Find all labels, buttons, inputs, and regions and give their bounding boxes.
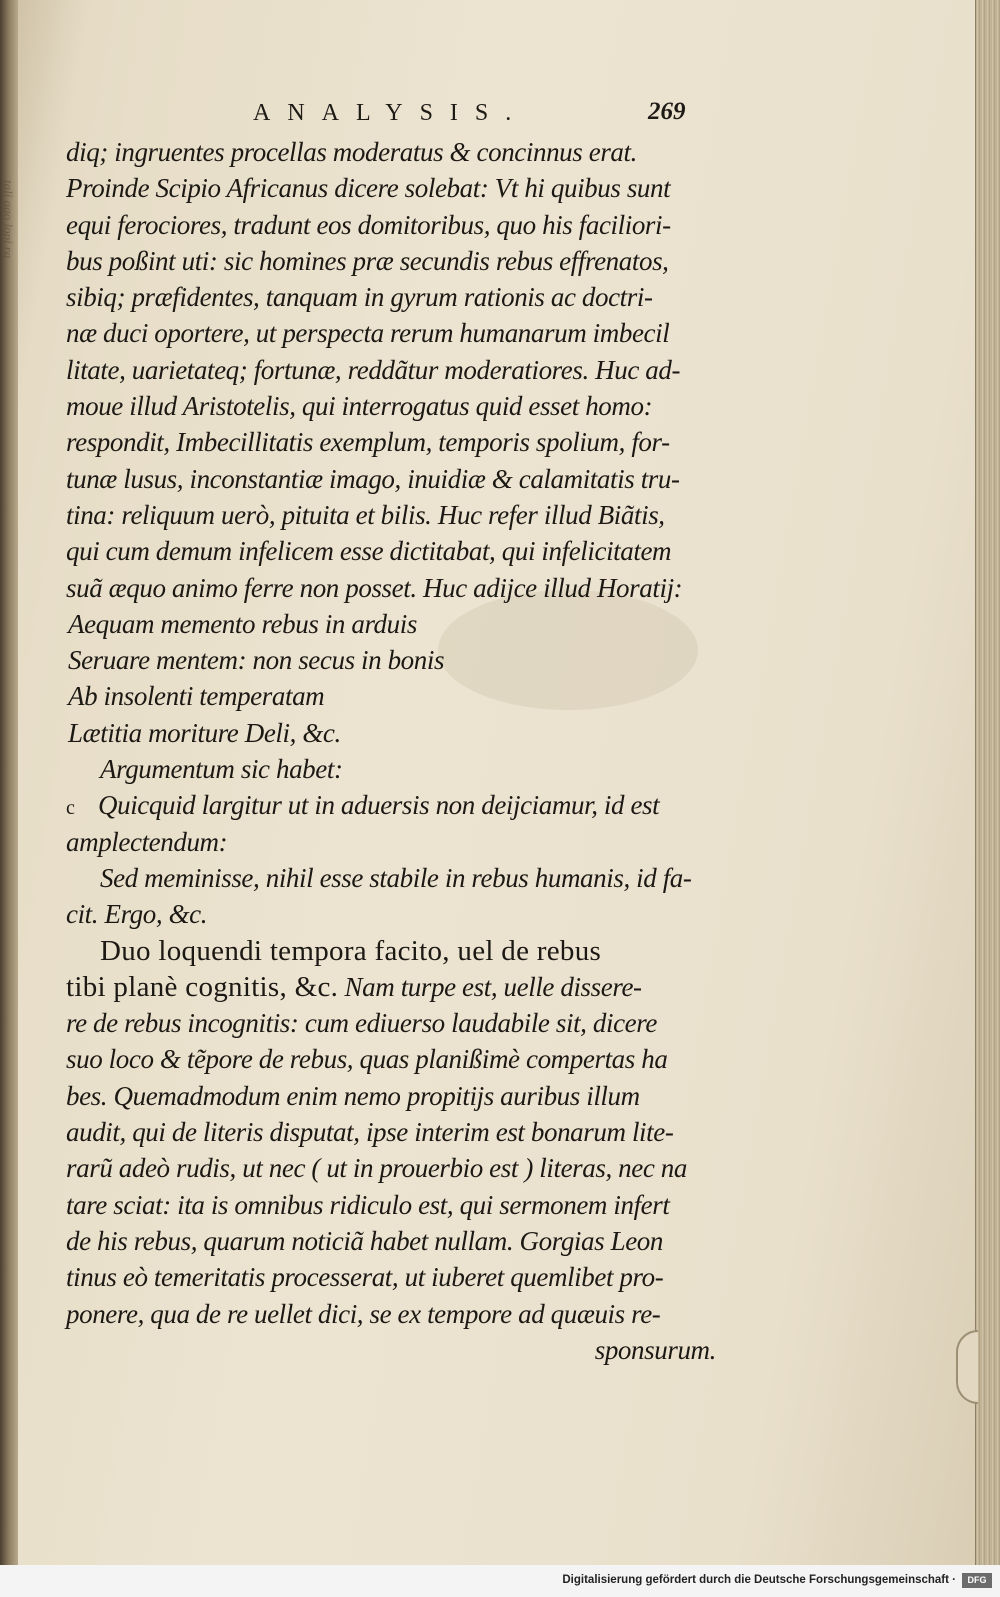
text-line: næ duci oportere, ut perspecta rerum humanarum imbecil (66, 318, 670, 349)
argument-major-line (66, 787, 716, 823)
page-clip (956, 1330, 978, 1404)
final-line: sponsurum. (594, 1334, 716, 1365)
text-line: tare sciat: ita is omnibus ridiculo est, qui sermonem infert (66, 1189, 670, 1220)
argument-major-line: amplectendum: (66, 826, 228, 857)
text-line: tunæ lusus, inconstantiæ imago, inuidiæ & calamitatis tru- (66, 463, 680, 494)
section-opening-line: Duo loquendi tempora facito, uel de rebus (100, 934, 602, 967)
text-line: Proinde Scipio Africanus dicere solebat: Vt hi quibus sunt (66, 173, 671, 204)
text-line: diq; ingruentes procellas moderatus & concinnus erat. (66, 137, 637, 167)
argument-major-text: Quicquid largitur ut in aduersis non deijciamur, id est (98, 790, 660, 821)
verse-line: Ab insolenti temperatam (68, 681, 325, 712)
argument-minor-line: Sed meminisse, nihil esse stabile in rebus humanis, id fa- (100, 862, 692, 893)
text-line: tinus eò temeritatis processerat, ut iuberet quemlibet pro- (66, 1262, 664, 1293)
italic-text: Nam turpe est, uelle dissere- (338, 971, 642, 1002)
text-line: litate, uarietateq; fortunæ, reddãtur moderatiores. Huc ad- (66, 354, 681, 385)
text-line: moue illud Aristotelis, qui interrogatus quid esset homo: (66, 391, 653, 422)
page-block-edge (975, 0, 1000, 1565)
text-line: audit, qui de literis disputat, ipse interim est bonarum lite- (66, 1117, 674, 1148)
dfg-logo: DFG (962, 1573, 992, 1588)
text-line: qui cum demum infelicem esse dictitabat, qui infelicitatem (66, 536, 672, 567)
funding-credit: Digitalisierung gefördert durch die Deutsche Forschungsgemeinschaft · (562, 1574, 956, 1586)
text-line: suã æquo animo ferre non posset. Huc adijce illud Horatij: (66, 572, 683, 603)
verse-line: Aequam memento rebus in arduis (68, 608, 417, 639)
book-page (18, 0, 978, 1565)
text-block (66, 134, 716, 1368)
argument-minor-line: cit. Ergo, &c. (66, 899, 208, 930)
text-line: tina: reliquum uerò, pituita et bilis. Huc refer illud Biãtis, (66, 499, 665, 530)
text-line: sibiq; præfidentes, tanquam in gyrum rationis ac doctri- (66, 282, 653, 313)
roman-text: tibi planè cognitis, &c. (66, 970, 339, 1003)
text-line: bus poßint uti: sic homines præ secundis rebus effrenatos, (66, 245, 669, 276)
text-line (66, 969, 716, 1005)
verse-line: Seruare mentem: non secus in bonis (68, 645, 445, 676)
argument-heading: Argumentum sic habet: (100, 754, 343, 785)
text-line: equi ferociores, tradunt eos domitoribus, quo his faciliori- (66, 209, 671, 240)
text-line: respondit, Imbecillitatis exemplum, temporis spolium, for- (66, 427, 670, 458)
text-line: re de rebus incognitis: cum ediuerso laudabile sit, dicere (66, 1008, 657, 1039)
text-line: suo loco & tẽpore de rebus, quas planißimè compertas ha (66, 1044, 668, 1075)
page-number: 269 (648, 98, 686, 125)
text-line: ponere, qua de re uellet dici, se ex tempore ad quæuis re- (66, 1298, 661, 1329)
text-line: de his rebus, quarum noticiã habet nullam. Gorgias Leon (66, 1225, 663, 1256)
text-line: bes. Quemadmodum enim nemo propitijs auribus illum (66, 1080, 640, 1111)
verse-line: Lætitia moriture Deli, &c. (68, 717, 341, 748)
margin-marker: c (66, 797, 75, 820)
facing-page-fragment: tali ago lopi ra (1, 180, 16, 259)
footer-bar (0, 1565, 1000, 1597)
running-title: ANALYSIS. (253, 100, 529, 126)
text-line: rarũ adeò rudis, ut nec ( ut in prouerbio est ) literas, nec na (66, 1153, 687, 1184)
